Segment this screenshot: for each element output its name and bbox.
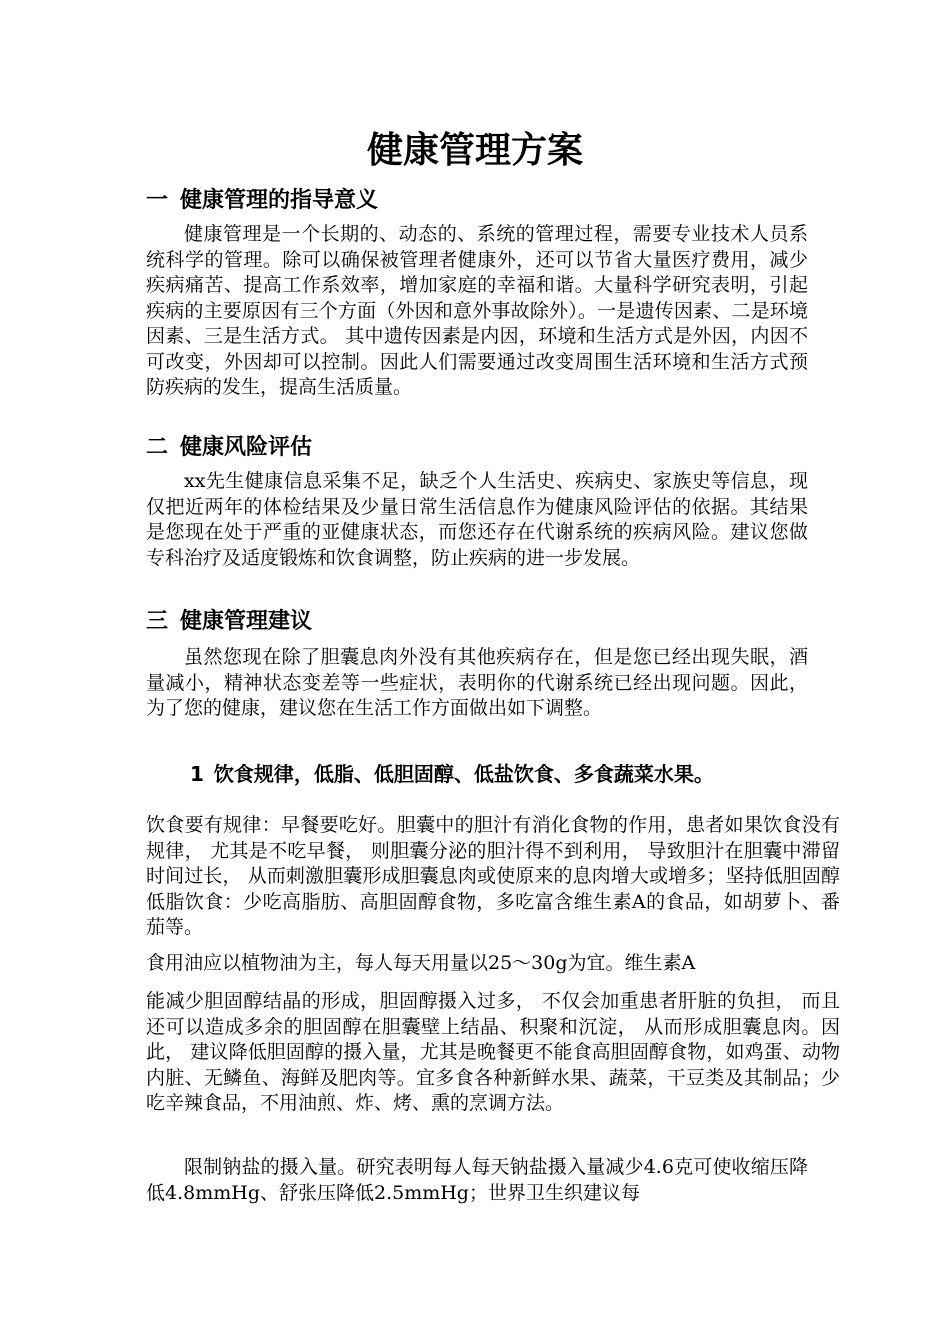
section-paragraph: 健康管理是一个长期的、动态的、系统的管理过程，需要专业技术人员系统科学的管理。除可以确保被管理者健康外，还可以节省大量医疗费用，减少疾病痛苦、提高工作系效率，增加家庭的幸福和谐。大量科学研究表明，引起疾病的主要原因有三个方面（外因和意外事故除外）。一是遗传因素、二是环境因素、三是生活方式。 其中遗传因素是内因，环境和生活方式是外因，内因不可改变，外因却可以控制。因此人们需要通过改变周围生活环境和生活方式预防疾病的发生，提高生活质量。 — [146, 223, 808, 398]
sodium-paragraph: 限制钠盐的摄入量。研究表明每人每天钠盐摄入量减少4.6克可使收缩压降低4.8mmHg、舒张压降低2.5mmHg；世界卫生织建议每 — [146, 1156, 808, 1204]
section-paragraph: xx先生健康信息采集不足，缺乏个人生活史、疾病史、家族史等信息，现仅把近两年的体检结果及少量日常生活信息作为健康风险评估的依据。其结果是您现在处于严重的亚健康状态，而您还存在代谢系统的疾病风险。建议您做专科治疗及适度锻炼和饮食调整，防止疾病的进一步发展。 — [146, 470, 808, 569]
section-heading-risk-assessment — [146, 433, 312, 463]
diet-paragraph: 食用油应以植物油为主，每人每天用量以25～30g为宜。维生素A — [146, 952, 696, 974]
page-title: 健康管理方案 — [366, 129, 583, 171]
section-title: 健康管理建议 — [180, 609, 313, 634]
diet-paragraph: 能减少胆固醇结晶的形成，胆固醇摄入过多， 不仅会加重患者肝脏的负担， 而且还可以造成多余的胆固醇在胆囊壁上结晶、积聚和沉淀， 从而形成胆囊息肉。因此， 建议降低胆固醇的摄入量，尤其是晚餐更不能食高胆固醇食物，如鸡蛋、动物内脏、无鳞鱼、海鲜及肥肉等。宜多食各种新鲜水果、蔬菜，干豆类及其制品；少吃辛辣食品，不用油煎、炸、烤、熏的烹调方法。 — [146, 990, 840, 1114]
section-number: 二 — [146, 435, 169, 460]
section-number: 三 — [146, 609, 169, 634]
section-title: 健康管理的指导意义 — [180, 188, 379, 213]
section-paragraph: 虽然您现在除了胆囊息肉外没有其他疾病存在，但是您已经出现失眠，酒量减小，精神状态变差等一些症状，表明你的代谢系统已经出现问题。因此，为了您的健康，建议您在生活工作方面做出如下调整。 — [146, 646, 808, 719]
diet-paragraph: 饮食要有规律：早餐要吃好。胆囊中的胆汁有消化食物的作用，患者如果饮食没有规律， 尤其是不吃早餐， 则胆囊分泌的胆汁得不到利用， 导致胆汁在胆囊中滞留时间过长， 从而刺激胆囊形成胆囊息肉或使原来的息肉增大或增多；坚持低胆固醇低脂饮食：少吃高脂肪、高胆固醇食物，多吃富含维生素A的食品，如胡萝卜、番茄等。 — [146, 814, 840, 938]
subsection-number: 1 — [190, 762, 204, 786]
subsection-heading-diet — [190, 760, 714, 788]
section-number: 一 — [146, 188, 169, 213]
section-heading-guidance — [146, 186, 378, 216]
subsection-title: 饮食规律，低脂、低胆固醇、低盐饮食、多食蔬菜水果。 — [213, 762, 714, 786]
section-title: 健康风险评估 — [180, 435, 313, 460]
section-heading-recommendations — [146, 607, 312, 637]
